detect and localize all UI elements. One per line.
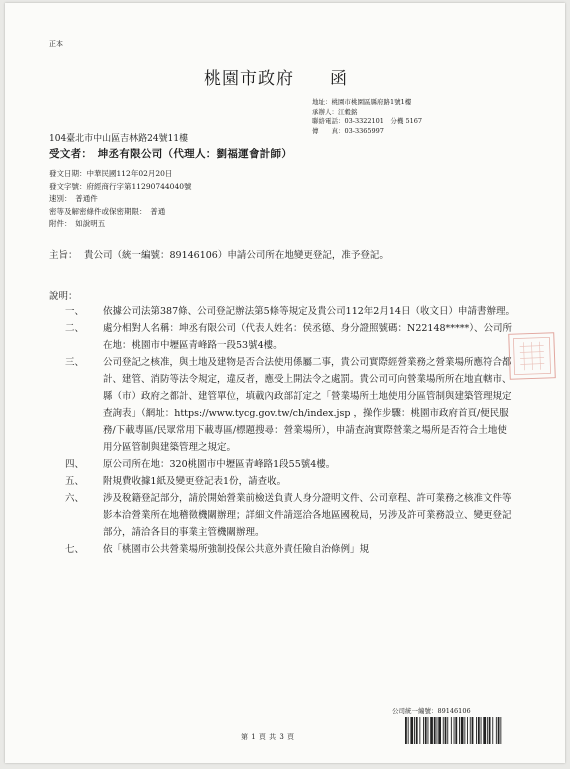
item-number: 六、 <box>65 493 85 504</box>
item-text: 原公司所在地：320桃園市中壢區青峰路1段55號4樓。 <box>103 459 336 470</box>
contact-fax: 傳 真：03-3365997 <box>312 126 384 135</box>
delivery-speed: 速別： 普通件 <box>49 194 98 203</box>
item-number: 一、 <box>65 306 85 317</box>
page-number: 第 1 頁 共 3 頁 <box>241 733 295 741</box>
item-number: 七、 <box>65 544 85 555</box>
item-text: 附規費收據1紙及變更登記表1份，請查收。 <box>103 476 287 487</box>
footer-company-id: 公司統一編號：89146106 <box>392 707 471 715</box>
list-item <box>65 456 515 473</box>
document-type: 函 <box>330 69 347 89</box>
document-meta <box>49 168 192 231</box>
sender-address: 地址：桃園市桃園區縣府路1號1樓 <box>312 98 412 106</box>
item-text: 處分相對人名稱：坤丞有限公司（代表人姓名：侯丞德、身分證照號碼：N22148*****）、公司所在地：桃園市中壢區青峰路一段53號4樓。 <box>103 323 513 351</box>
list-item <box>65 354 515 456</box>
item-text: 依據公司法第387條、公司登記辦法第5條等規定及貴公司112年2月14日（收文日）申請書辦理。 <box>103 306 515 317</box>
description-label: 說明： <box>49 291 78 302</box>
list-item <box>65 541 515 558</box>
subject <box>49 247 509 264</box>
description-items <box>65 303 515 558</box>
issuing-organization: 桃園市政府 <box>204 69 294 89</box>
list-item <box>65 320 515 354</box>
item-number: 五、 <box>65 476 85 487</box>
document-page <box>5 3 565 763</box>
document-number: 發文字號：府經商行字第11290744040號 <box>49 181 192 191</box>
item-number: 二、 <box>65 323 85 334</box>
subject-label: 主旨： <box>49 250 78 261</box>
item-text: 公司登記之核准，與土地及建物是否合法使用係屬二事，貴公司實際經營業務之營業場所應符合都計、建管、消防等法令規定，違反者，應受上開法令之處罰。貴公司可向營業場所所在地直轄市、縣（市）政府之都計、建管單位，填載內政部訂定之「營業場所土地使用分區管制與建築管理規定查詢表」（網址：https://www.tycg.gov.tw/ch/index.jsp ，操作步驟：桃園市政府首頁/便民服務/下載專區/民眾常用下載專區/標題搜尋：營業場所），申請查詢實際營業之場所是否符合土地使用分區管制與建築管理之規定。 <box>103 357 512 453</box>
list-item <box>65 490 515 541</box>
sender-contact-block <box>312 98 422 136</box>
item-text: 依「桃園市公共營業場所強制投保公共意外責任險自治條例」規 <box>103 544 370 555</box>
secrecy-level: 密等及解密條件或保密期限： 普通 <box>49 206 166 216</box>
contact-phone: 聯絡電話：03-3322101 分機 5167 <box>312 117 423 125</box>
barcode-icon <box>405 717 503 744</box>
contact-person: 承辦人：江穀銘 <box>312 107 358 116</box>
subject-text: 貴公司（統一編號：89146106）申請公司所在地變更登記，准予登記。 <box>84 250 389 261</box>
original-copy-label: 正本 <box>49 40 63 48</box>
attachment: 附件： 如說明五 <box>49 219 106 228</box>
list-item <box>65 473 515 490</box>
item-number: 四、 <box>65 459 85 470</box>
recipient-address: 104臺北市中山區吉林路24號11樓 <box>49 134 189 144</box>
official-seal-icon <box>508 332 556 380</box>
item-number: 三、 <box>65 357 85 368</box>
list-item <box>65 303 515 320</box>
recipient: 受文者： 坤丞有限公司（代理人：劉福運會計師） <box>49 148 293 160</box>
item-text: 涉及稅籍登記部分，請於開始營業前檢送負責人身分證明文件、公司章程、許可業務之核准文件等影本洽營業所在地稽徵機關辦理；詳細文件請逕洽各地區國稅局，另涉及許可業務設立、變更登記部分，請洽各目的事業主管機關辦理。 <box>103 493 512 538</box>
issue-date: 發文日期：中華民國112年02月20日 <box>49 169 173 178</box>
